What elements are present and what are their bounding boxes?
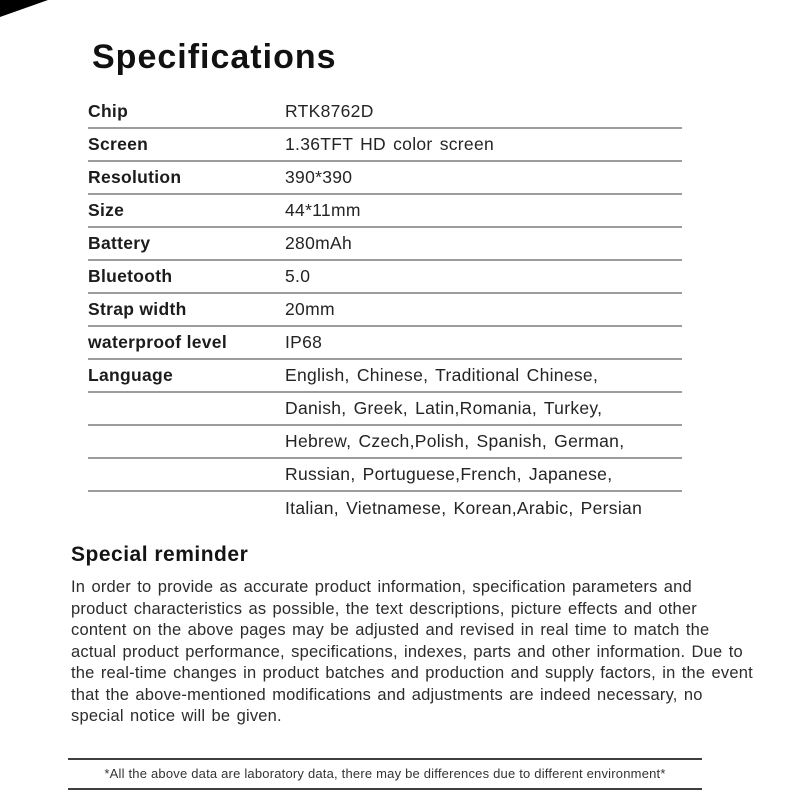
spec-label: Chip bbox=[88, 101, 129, 121]
spec-label: Screen bbox=[88, 134, 149, 154]
spec-value: 1.36TFT HD color screen bbox=[285, 134, 495, 154]
spec-value: 390*390 bbox=[285, 167, 353, 187]
table-row bbox=[88, 228, 682, 261]
table-row bbox=[88, 393, 682, 426]
spec-label: Resolution bbox=[88, 167, 182, 187]
table-row bbox=[88, 327, 682, 360]
spec-value: Russian, Portuguese,French, Japanese, bbox=[285, 464, 613, 484]
table-row bbox=[88, 162, 682, 195]
spec-label: Battery bbox=[88, 233, 151, 253]
corner-fold-mark bbox=[0, 0, 48, 17]
spec-table bbox=[88, 96, 682, 525]
table-row bbox=[88, 261, 682, 294]
spec-value: 20mm bbox=[285, 299, 335, 319]
spec-label: Bluetooth bbox=[88, 266, 173, 286]
table-row bbox=[88, 129, 682, 162]
spec-value: English, Chinese, Traditional Chinese, bbox=[285, 365, 599, 385]
spec-label: Strap width bbox=[88, 299, 187, 319]
table-row bbox=[88, 459, 682, 492]
table-row bbox=[88, 492, 682, 525]
table-row bbox=[88, 360, 682, 393]
table-row bbox=[88, 294, 682, 327]
special-reminder-body: In order to provide as accurate product information, specification parameters and product characteristics as possible, the text descriptions, picture effects and other content on the above pages may be adjusted and revised in real time to match the actual product performance, specifications, indexes, parts and other information. Due to the real-time changes in product batches and production and supply factors, in the event that the above-mentioned modifications and adjustments are indeed necessary, no special notice will be given. bbox=[71, 578, 753, 725]
spec-label: waterproof level bbox=[88, 332, 228, 352]
page-title: Specifications bbox=[92, 38, 337, 76]
table-row bbox=[88, 96, 682, 129]
spec-label: Size bbox=[88, 200, 125, 220]
table-row bbox=[88, 195, 682, 228]
spec-value: Hebrew, Czech,Polish, Spanish, German, bbox=[285, 431, 625, 451]
spec-value: 5.0 bbox=[285, 266, 311, 286]
footer-note: *All the above data are laboratory data, there may be differences due to different environment* bbox=[68, 758, 702, 790]
spec-label: Language bbox=[88, 365, 174, 385]
spec-value: IP68 bbox=[285, 332, 323, 352]
spec-value: Italian, Vietnamese, Korean,Arabic, Persian bbox=[285, 498, 643, 518]
spec-value: 280mAh bbox=[285, 233, 352, 253]
special-reminder-heading: Special reminder bbox=[71, 543, 249, 566]
table-row bbox=[88, 426, 682, 459]
spec-value: Danish, Greek, Latin,Romania, Turkey, bbox=[285, 398, 603, 418]
spec-value: 44*11mm bbox=[285, 200, 361, 220]
spec-value: RTK8762D bbox=[285, 101, 374, 121]
